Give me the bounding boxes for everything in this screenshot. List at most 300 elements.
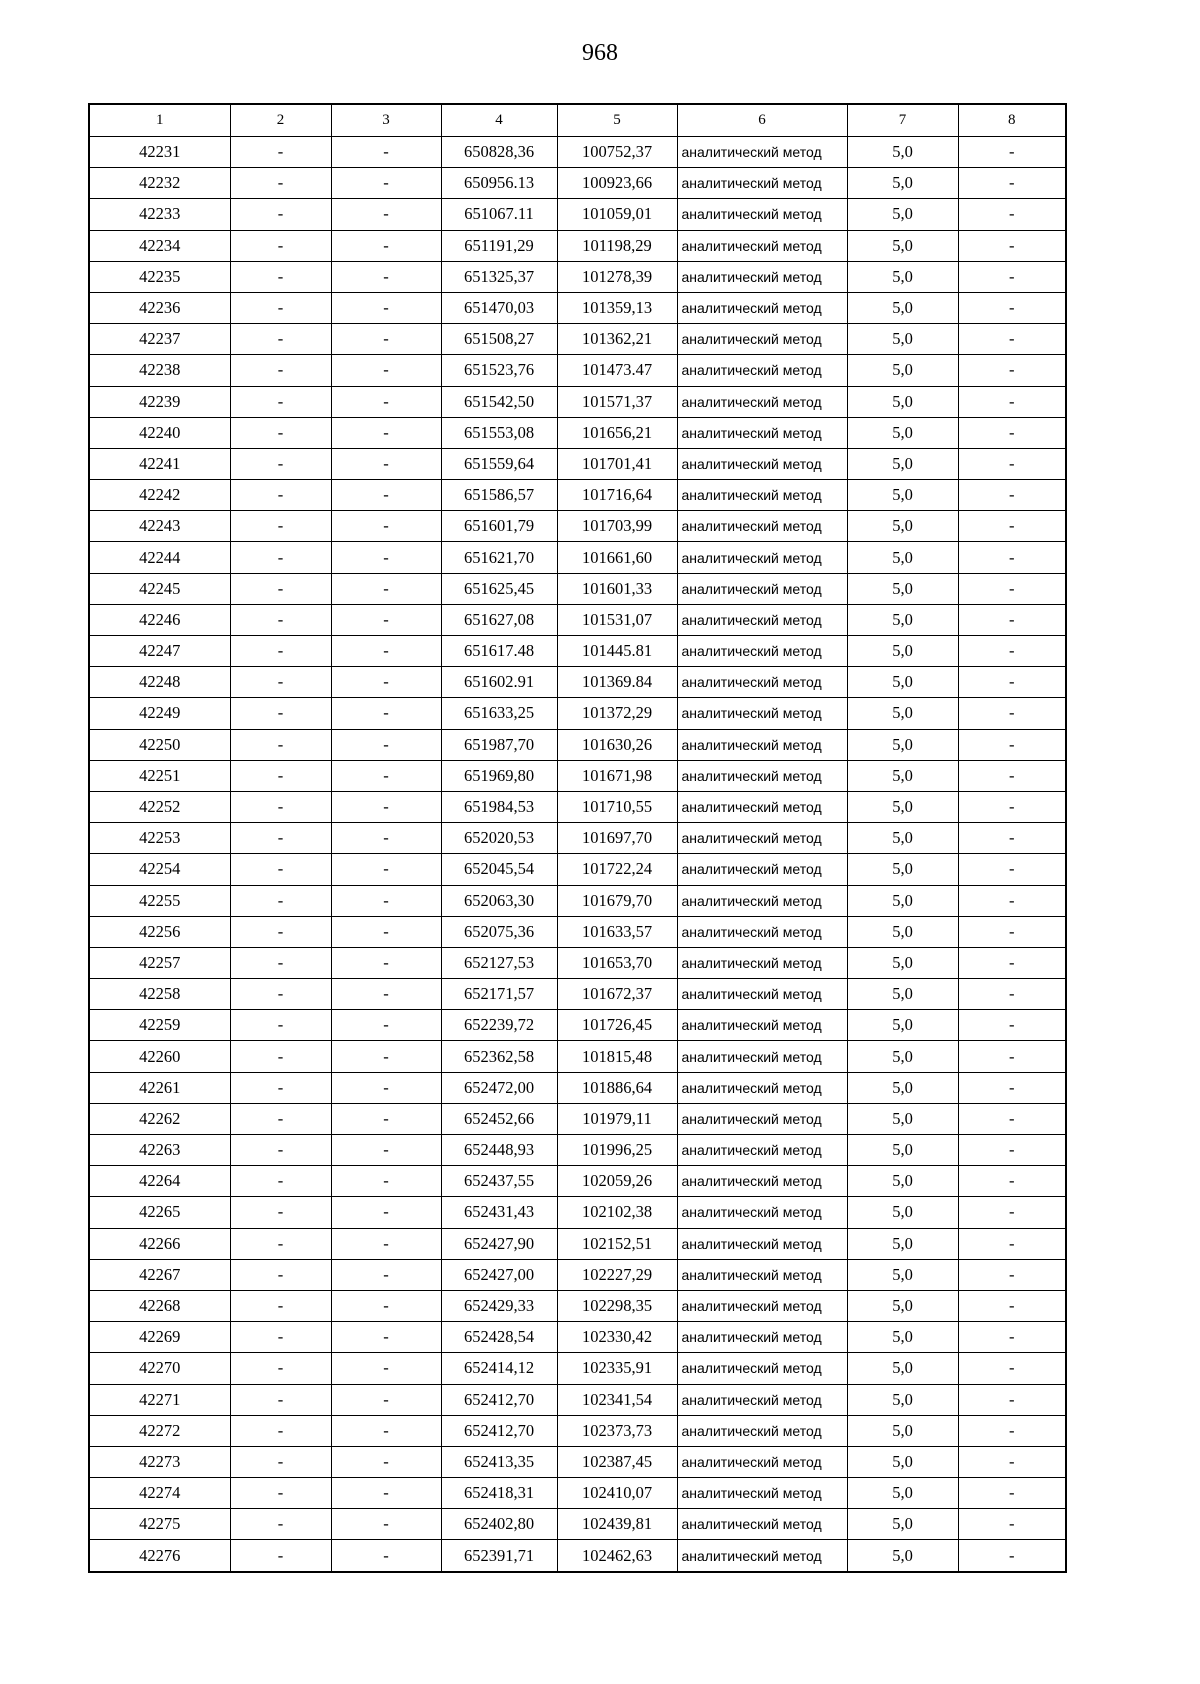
column-2-cell: - [230,386,331,417]
column-2-cell: - [230,1384,331,1415]
column-header: 4 [441,104,557,137]
column-3-cell: - [331,480,441,511]
y-coordinate-cell: 100923,66 [557,168,677,199]
x-coordinate-cell: 651067.11 [441,199,557,230]
method-cell: аналитический метод [677,1072,847,1103]
x-coordinate-cell: 650828,36 [441,137,557,168]
accuracy-cell: 5,0 [847,1353,958,1384]
accuracy-cell: 5,0 [847,604,958,635]
column-8-cell: - [958,885,1066,916]
column-3-cell: - [331,698,441,729]
y-coordinate-cell: 101722,24 [557,854,677,885]
column-8-cell: - [958,1478,1066,1509]
x-coordinate-cell: 651602.91 [441,667,557,698]
x-coordinate-cell: 652402,80 [441,1509,557,1540]
table-row [89,1135,1066,1166]
y-coordinate-cell: 101996,25 [557,1135,677,1166]
accuracy-cell: 5,0 [847,386,958,417]
column-2-cell: - [230,760,331,791]
point-number-cell: 42270 [89,1353,230,1384]
point-number-cell: 42233 [89,199,230,230]
method-cell: аналитический метод [677,854,847,885]
y-coordinate-cell: 101601,33 [557,573,677,604]
y-coordinate-cell: 101672,37 [557,979,677,1010]
column-3-cell: - [331,386,441,417]
x-coordinate-cell: 652362,58 [441,1041,557,1072]
accuracy-cell: 5,0 [847,261,958,292]
point-number-cell: 42260 [89,1041,230,1072]
column-8-cell: - [958,1010,1066,1041]
column-3-cell: - [331,417,441,448]
table-row [89,1384,1066,1415]
y-coordinate-cell: 102462,63 [557,1540,677,1572]
method-cell: аналитический метод [677,698,847,729]
y-coordinate-cell: 101671,98 [557,760,677,791]
column-8-cell: - [958,1072,1066,1103]
point-number-cell: 42262 [89,1103,230,1134]
column-8-cell: - [958,355,1066,386]
column-2-cell: - [230,292,331,323]
x-coordinate-cell: 652418,31 [441,1478,557,1509]
column-2-cell: - [230,636,331,667]
accuracy-cell: 5,0 [847,667,958,698]
column-3-cell: - [331,1290,441,1321]
table-row [89,542,1066,573]
method-cell: аналитический метод [677,760,847,791]
accuracy-cell: 5,0 [847,168,958,199]
table-row [89,199,1066,230]
table-header-row [89,104,1066,137]
column-3-cell: - [331,137,441,168]
method-cell: аналитический метод [677,1103,847,1134]
accuracy-cell: 5,0 [847,823,958,854]
column-3-cell: - [331,729,441,760]
table-row [89,1509,1066,1540]
table-row [89,1010,1066,1041]
accuracy-cell: 5,0 [847,542,958,573]
x-coordinate-cell: 652391,71 [441,1540,557,1572]
table-row [89,1478,1066,1509]
column-2-cell: - [230,355,331,386]
point-number-cell: 42249 [89,698,230,729]
y-coordinate-cell: 102341,54 [557,1384,677,1415]
column-3-cell: - [331,1166,441,1197]
column-8-cell: - [958,448,1066,479]
column-8-cell: - [958,760,1066,791]
method-cell: аналитический метод [677,573,847,604]
y-coordinate-cell: 101369.84 [557,667,677,698]
accuracy-cell: 5,0 [847,1384,958,1415]
accuracy-cell: 5,0 [847,916,958,947]
y-coordinate-cell: 101198,29 [557,230,677,261]
column-2-cell: - [230,199,331,230]
accuracy-cell: 5,0 [847,480,958,511]
method-cell: аналитический метод [677,791,847,822]
accuracy-cell: 5,0 [847,791,958,822]
column-8-cell: - [958,1384,1066,1415]
point-number-cell: 42256 [89,916,230,947]
column-8-cell: - [958,1446,1066,1477]
method-cell: аналитический метод [677,480,847,511]
column-3-cell: - [331,1010,441,1041]
column-8-cell: - [958,292,1066,323]
accuracy-cell: 5,0 [847,230,958,261]
column-3-cell: - [331,916,441,947]
y-coordinate-cell: 101710,55 [557,791,677,822]
column-3-cell: - [331,573,441,604]
table-row [89,1353,1066,1384]
method-cell: аналитический метод [677,1353,847,1384]
y-coordinate-cell: 102059,26 [557,1166,677,1197]
table-row [89,1540,1066,1572]
accuracy-cell: 5,0 [847,760,958,791]
column-3-cell: - [331,760,441,791]
column-8-cell: - [958,230,1066,261]
point-number-cell: 42259 [89,1010,230,1041]
column-3-cell: - [331,355,441,386]
column-3-cell: - [331,885,441,916]
point-number-cell: 42246 [89,604,230,635]
method-cell: аналитический метод [677,292,847,323]
column-2-cell: - [230,1446,331,1477]
accuracy-cell: 5,0 [847,1135,958,1166]
column-8-cell: - [958,1041,1066,1072]
point-number-cell: 42239 [89,386,230,417]
column-8-cell: - [958,729,1066,760]
x-coordinate-cell: 652472,00 [441,1072,557,1103]
y-coordinate-cell: 101701,41 [557,448,677,479]
accuracy-cell: 5,0 [847,1509,958,1540]
column-3-cell: - [331,854,441,885]
column-8-cell: - [958,667,1066,698]
column-3-cell: - [331,448,441,479]
table-row [89,979,1066,1010]
column-2-cell: - [230,1103,331,1134]
column-8-cell: - [958,542,1066,573]
point-number-cell: 42273 [89,1446,230,1477]
accuracy-cell: 5,0 [847,1228,958,1259]
column-2-cell: - [230,1478,331,1509]
x-coordinate-cell: 651633,25 [441,698,557,729]
column-3-cell: - [331,979,441,1010]
column-2-cell: - [230,1290,331,1321]
x-coordinate-cell: 652427,90 [441,1228,557,1259]
x-coordinate-cell: 651987,70 [441,729,557,760]
accuracy-cell: 5,0 [847,1478,958,1509]
x-coordinate-cell: 652063,30 [441,885,557,916]
method-cell: аналитический метод [677,604,847,635]
column-8-cell: - [958,1353,1066,1384]
x-coordinate-cell: 651601,79 [441,511,557,542]
x-coordinate-cell: 651621,70 [441,542,557,573]
table-row [89,511,1066,542]
table-row [89,480,1066,511]
y-coordinate-cell: 102330,42 [557,1322,677,1353]
table-row [89,1446,1066,1477]
column-8-cell: - [958,1415,1066,1446]
column-8-cell: - [958,261,1066,292]
table-row [89,636,1066,667]
table-row [89,604,1066,635]
column-2-cell: - [230,1072,331,1103]
accuracy-cell: 5,0 [847,1166,958,1197]
x-coordinate-cell: 651984,53 [441,791,557,822]
column-8-cell: - [958,1259,1066,1290]
column-8-cell: - [958,823,1066,854]
point-number-cell: 42247 [89,636,230,667]
method-cell: аналитический метод [677,1290,847,1321]
method-cell: аналитический метод [677,1540,847,1572]
table-row [89,729,1066,760]
column-2-cell: - [230,1322,331,1353]
y-coordinate-cell: 101815,48 [557,1041,677,1072]
table-row [89,1197,1066,1228]
y-coordinate-cell: 101362,21 [557,324,677,355]
x-coordinate-cell: 652412,70 [441,1384,557,1415]
column-3-cell: - [331,324,441,355]
column-3-cell: - [331,511,441,542]
table-row [89,1415,1066,1446]
column-3-cell: - [331,199,441,230]
table-row [89,823,1066,854]
column-3-cell: - [331,1135,441,1166]
y-coordinate-cell: 102102,38 [557,1197,677,1228]
column-2-cell: - [230,511,331,542]
table-row [89,791,1066,822]
column-3-cell: - [331,667,441,698]
table-row [89,1166,1066,1197]
point-number-cell: 42245 [89,573,230,604]
point-number-cell: 42231 [89,137,230,168]
accuracy-cell: 5,0 [847,979,958,1010]
column-3-cell: - [331,230,441,261]
x-coordinate-cell: 652239,72 [441,1010,557,1041]
accuracy-cell: 5,0 [847,1010,958,1041]
method-cell: аналитический метод [677,947,847,978]
column-8-cell: - [958,1540,1066,1572]
column-8-cell: - [958,1135,1066,1166]
table-row [89,168,1066,199]
column-8-cell: - [958,698,1066,729]
accuracy-cell: 5,0 [847,729,958,760]
column-3-cell: - [331,823,441,854]
column-2-cell: - [230,1166,331,1197]
table-row [89,417,1066,448]
column-8-cell: - [958,511,1066,542]
accuracy-cell: 5,0 [847,947,958,978]
point-number-cell: 42240 [89,417,230,448]
x-coordinate-cell: 651627,08 [441,604,557,635]
accuracy-cell: 5,0 [847,573,958,604]
accuracy-cell: 5,0 [847,511,958,542]
point-number-cell: 42264 [89,1166,230,1197]
accuracy-cell: 5,0 [847,324,958,355]
column-header: 1 [89,104,230,137]
method-cell: аналитический метод [677,1478,847,1509]
column-8-cell: - [958,1197,1066,1228]
point-number-cell: 42234 [89,230,230,261]
accuracy-cell: 5,0 [847,1072,958,1103]
x-coordinate-cell: 651617.48 [441,636,557,667]
column-2-cell: - [230,324,331,355]
column-3-cell: - [331,1072,441,1103]
x-coordinate-cell: 650956.13 [441,168,557,199]
table-row [89,854,1066,885]
column-8-cell: - [958,573,1066,604]
column-2-cell: - [230,1415,331,1446]
accuracy-cell: 5,0 [847,1415,958,1446]
table-row [89,1259,1066,1290]
method-cell: аналитический метод [677,885,847,916]
column-8-cell: - [958,1103,1066,1134]
accuracy-cell: 5,0 [847,1540,958,1572]
y-coordinate-cell: 101278,39 [557,261,677,292]
page-number: 968 [582,40,618,66]
y-coordinate-cell: 102410,07 [557,1478,677,1509]
point-number-cell: 42261 [89,1072,230,1103]
table-row [89,667,1066,698]
column-2-cell: - [230,916,331,947]
column-2-cell: - [230,448,331,479]
accuracy-cell: 5,0 [847,1322,958,1353]
method-cell: аналитический метод [677,916,847,947]
table-row [89,698,1066,729]
point-number-cell: 42242 [89,480,230,511]
point-number-cell: 42263 [89,1135,230,1166]
point-number-cell: 42236 [89,292,230,323]
method-cell: аналитический метод [677,1446,847,1477]
column-8-cell: - [958,199,1066,230]
method-cell: аналитический метод [677,448,847,479]
method-cell: аналитический метод [677,511,847,542]
x-coordinate-cell: 652171,57 [441,979,557,1010]
x-coordinate-cell: 652431,43 [441,1197,557,1228]
y-coordinate-cell: 101372,29 [557,698,677,729]
column-8-cell: - [958,916,1066,947]
x-coordinate-cell: 651542,50 [441,386,557,417]
x-coordinate-cell: 652127,53 [441,947,557,978]
column-8-cell: - [958,636,1066,667]
point-number-cell: 42254 [89,854,230,885]
method-cell: аналитический метод [677,1509,847,1540]
column-2-cell: - [230,854,331,885]
method-cell: аналитический метод [677,168,847,199]
y-coordinate-cell: 101697,70 [557,823,677,854]
point-number-cell: 42275 [89,1509,230,1540]
x-coordinate-cell: 652075,36 [441,916,557,947]
y-coordinate-cell: 100752,37 [557,137,677,168]
column-8-cell: - [958,1322,1066,1353]
point-number-cell: 42253 [89,823,230,854]
method-cell: аналитический метод [677,261,847,292]
table-row [89,947,1066,978]
method-cell: аналитический метод [677,1228,847,1259]
point-number-cell: 42258 [89,979,230,1010]
column-2-cell: - [230,1259,331,1290]
method-cell: аналитический метод [677,1166,847,1197]
y-coordinate-cell: 101661,60 [557,542,677,573]
point-number-cell: 42255 [89,885,230,916]
x-coordinate-cell: 652437,55 [441,1166,557,1197]
column-2-cell: - [230,979,331,1010]
column-2-cell: - [230,542,331,573]
method-cell: аналитический метод [677,355,847,386]
column-3-cell: - [331,1197,441,1228]
column-2-cell: - [230,947,331,978]
y-coordinate-cell: 101359,13 [557,292,677,323]
x-coordinate-cell: 652412,70 [441,1415,557,1446]
point-number-cell: 42237 [89,324,230,355]
y-coordinate-cell: 102298,35 [557,1290,677,1321]
x-coordinate-cell: 651625,45 [441,573,557,604]
table-row [89,355,1066,386]
column-8-cell: - [958,947,1066,978]
column-8-cell: - [958,137,1066,168]
y-coordinate-cell: 101653,70 [557,947,677,978]
point-number-cell: 42276 [89,1540,230,1572]
column-3-cell: - [331,1228,441,1259]
accuracy-cell: 5,0 [847,636,958,667]
column-2-cell: - [230,168,331,199]
x-coordinate-cell: 651508,27 [441,324,557,355]
y-coordinate-cell: 102335,91 [557,1353,677,1384]
column-3-cell: - [331,1322,441,1353]
column-header: 2 [230,104,331,137]
column-3-cell: - [331,542,441,573]
x-coordinate-cell: 652448,93 [441,1135,557,1166]
x-coordinate-cell: 651559,64 [441,448,557,479]
method-cell: аналитический метод [677,729,847,760]
column-2-cell: - [230,823,331,854]
x-coordinate-cell: 651325,37 [441,261,557,292]
y-coordinate-cell: 101571,37 [557,386,677,417]
column-header: 7 [847,104,958,137]
table-row [89,1072,1066,1103]
x-coordinate-cell: 652414,12 [441,1353,557,1384]
y-coordinate-cell: 102439,81 [557,1509,677,1540]
column-3-cell: - [331,1415,441,1446]
column-header: 6 [677,104,847,137]
accuracy-cell: 5,0 [847,1103,958,1134]
y-coordinate-cell: 101059,01 [557,199,677,230]
accuracy-cell: 5,0 [847,1446,958,1477]
column-8-cell: - [958,386,1066,417]
table-row [89,916,1066,947]
column-8-cell: - [958,480,1066,511]
x-coordinate-cell: 651586,57 [441,480,557,511]
point-number-cell: 42271 [89,1384,230,1415]
column-2-cell: - [230,1135,331,1166]
method-cell: аналитический метод [677,542,847,573]
y-coordinate-cell: 101726,45 [557,1010,677,1041]
column-2-cell: - [230,1353,331,1384]
point-number-cell: 42272 [89,1415,230,1446]
method-cell: аналитический метод [677,199,847,230]
y-coordinate-cell: 101979,11 [557,1103,677,1134]
point-number-cell: 42265 [89,1197,230,1228]
y-coordinate-cell: 101703,99 [557,511,677,542]
column-2-cell: - [230,1509,331,1540]
accuracy-cell: 5,0 [847,854,958,885]
accuracy-cell: 5,0 [847,137,958,168]
y-coordinate-cell: 101679,70 [557,885,677,916]
y-coordinate-cell: 101886,64 [557,1072,677,1103]
column-header: 3 [331,104,441,137]
point-number-cell: 42250 [89,729,230,760]
column-8-cell: - [958,979,1066,1010]
table-row [89,760,1066,791]
column-header: 5 [557,104,677,137]
